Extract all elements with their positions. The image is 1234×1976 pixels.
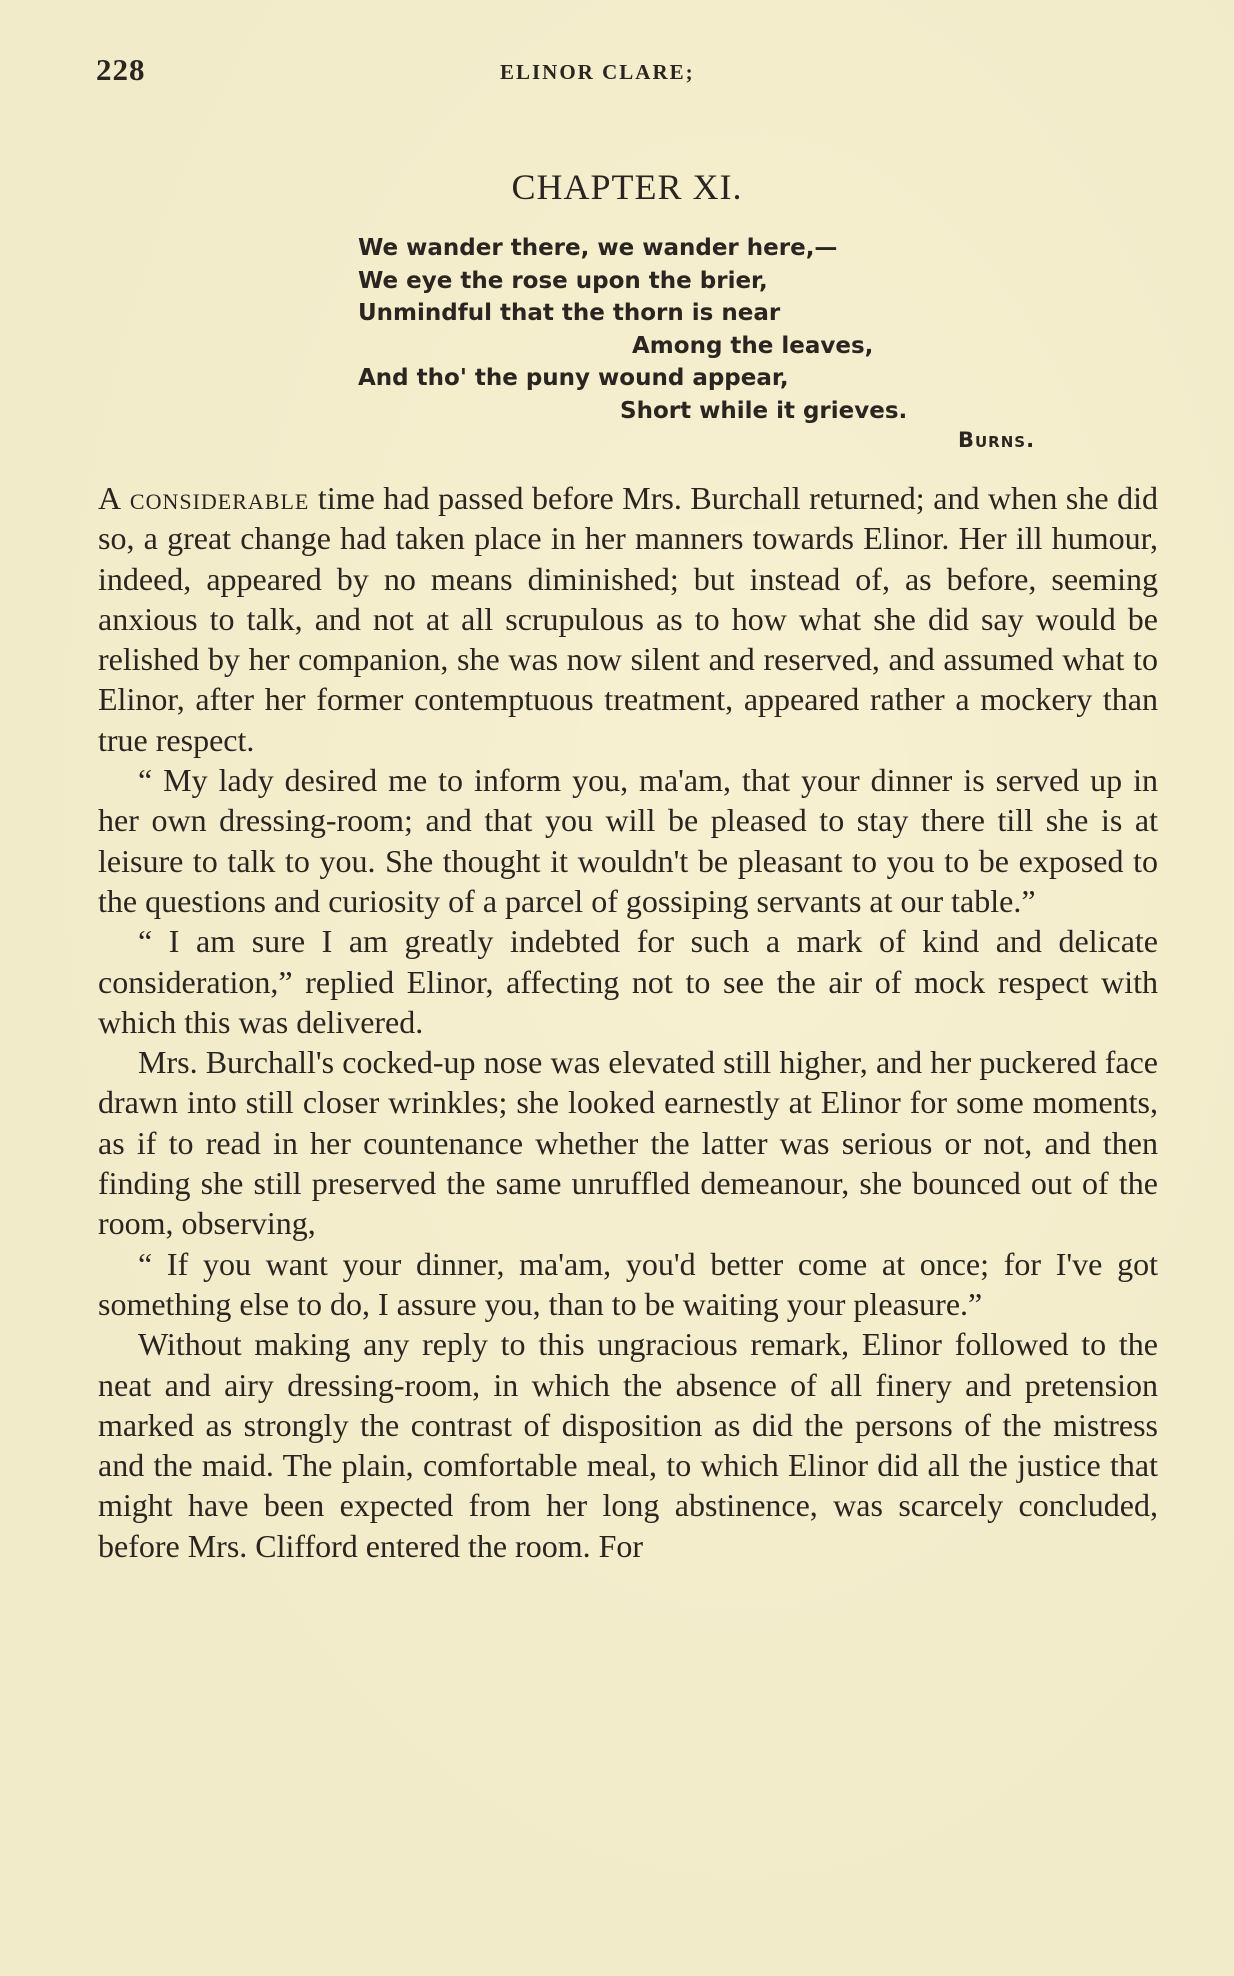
- paragraph: Without making any reply to this ungracious remark, Elinor followed to the neat and airy dressing-room, in which the absence of all finery and pretension marked as strongly the contrast of disposition as did the persons of the mistress and the maid. The plain, comfortable meal, to which Elinor did all the justice that might have been expected from her long abstinence, was scarcely concluded, before Mrs. Clifford entered the room. For: [98, 1326, 1158, 1564]
- epigraph-line: And tho' the puny wound appear,: [358, 365, 789, 391]
- epigraph-attribution: Burns.: [958, 428, 1036, 452]
- paragraph: “ My lady desired me to inform you, ma'am, that your dinner is served up in her own dressing-room; and that you will be pleased to stay there till she is at leisure to talk to you. She thought it wouldn't be pleasant to you to be exposed to the questions and curiosity of a parcel of gossiping servants at our table.”: [98, 762, 1158, 919]
- epigraph-line: We eye the rose upon the brier,: [358, 267, 768, 294]
- chapter-body: [98, 478, 1158, 1566]
- epigraph-line: Short while it grieves.: [620, 397, 908, 424]
- paragraph-text: time had passed before Mrs. Burchall returned; and when she did so, a great change had taken place in her manners towards Elinor. Her ill humour, indeed, appeared by no means diminished; but instead of, as before, seeming anxious to talk, and not at all scrupulous as to how what she did say would be relished by her companion, she was now silent and reserved, and assumed what to Elinor, after her former contemptuous treatment, appeared rather a mockery than true respect.: [98, 480, 1158, 758]
- chapter-title: CHAPTER XI.: [511, 167, 743, 207]
- epigraph-line: Among the leaves,: [632, 332, 874, 359]
- epigraph-line: We wander there, we wander here,—: [358, 235, 838, 261]
- paragraph: “ If you want your dinner, ma'am, you'd better come at once; for I've got something else to do, I assure you, than to be waiting your pleasure.”: [98, 1245, 1158, 1322]
- paragraph: “ I am sure I am greatly indebted for such a mark of kind and delicate consideration,” replied Elinor, affecting not to see the air of mock respect with which this was delivered.: [98, 923, 1158, 1040]
- page-header: [96, 52, 1156, 92]
- running-head: ELINOR CLARE;: [500, 60, 695, 84]
- epigraph-line: Unmindful that the thorn is near: [358, 300, 781, 326]
- paragraph: [98, 478, 1158, 760]
- paragraph-lead: A considerable: [98, 480, 310, 516]
- paragraph: Mrs. Burchall's cocked-up nose was elevated still higher, and her puckered face drawn into still closer wrinkles; she looked earnestly at Elinor for some moments, as if to read in her countenance whether the latter was serious or not, and then finding she still preserved the same unruffled demeanour, she bounced out of the room, observing,: [98, 1044, 1158, 1242]
- page-number: 228: [96, 52, 146, 87]
- epigraph: [358, 232, 998, 427]
